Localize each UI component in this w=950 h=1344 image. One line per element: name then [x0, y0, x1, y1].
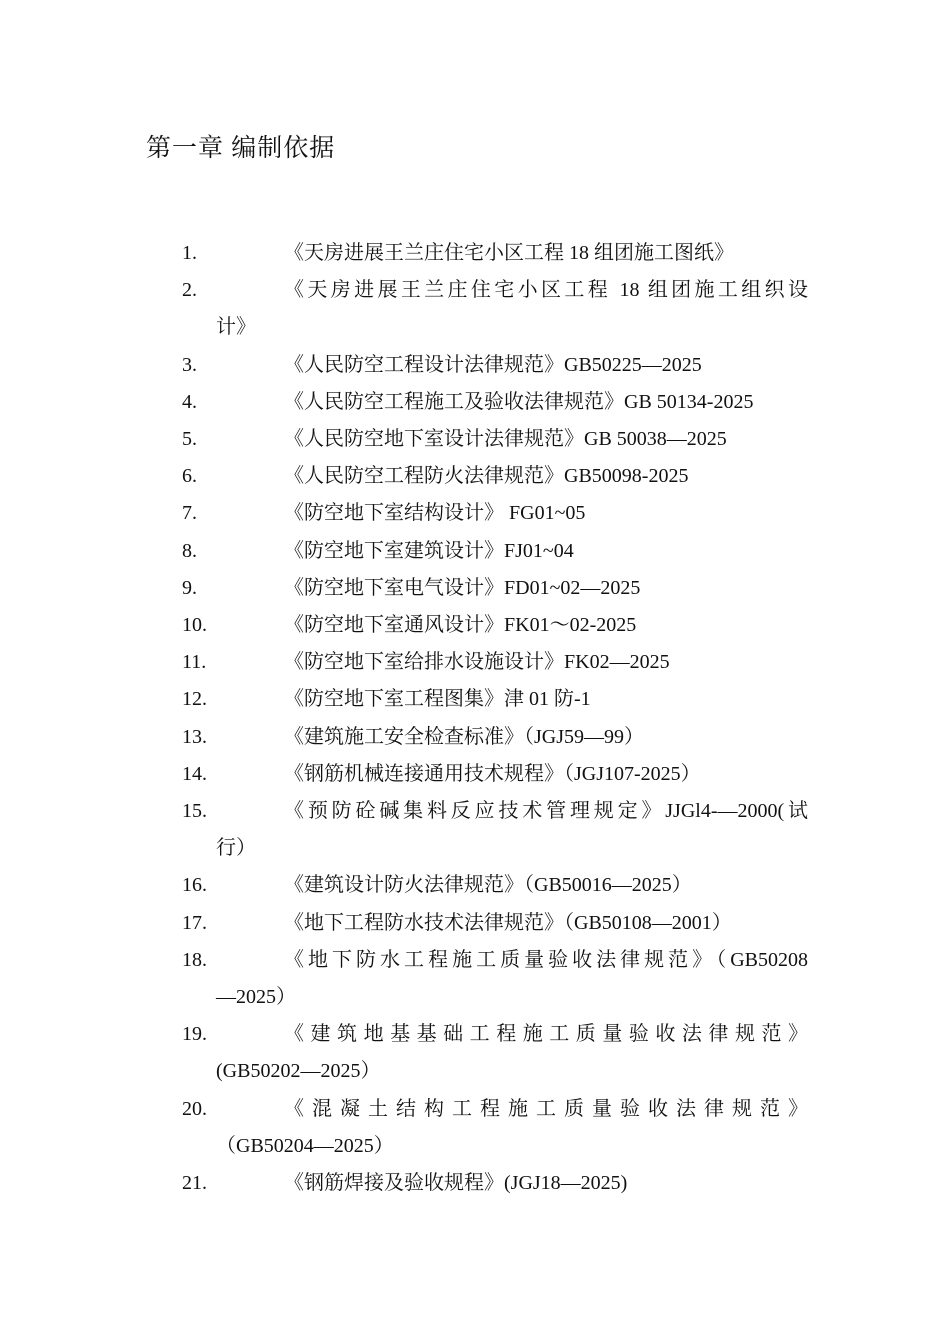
item-number: 1.	[182, 242, 197, 264]
item-number: 19.	[182, 1023, 207, 1046]
item-number: 14.	[182, 762, 207, 785]
item-number: 18.	[182, 948, 207, 971]
list-item	[182, 1091, 812, 1165]
item-text: 《建筑地基基础工程施工质量验收法律规范》	[284, 1023, 808, 1046]
item-text: 《人民防空工程施工及验收法律规范》GB 50134-2025	[284, 390, 754, 413]
item-text: 《天房进展王兰庄住宅小区工程 18 组团施工组织设	[284, 279, 808, 302]
list-item	[182, 235, 812, 272]
item-text: 《防空地下室工程图集》津 01 防-1	[284, 688, 591, 711]
item-text: 《建筑施工安全检查标准》（JGJ59—99）	[284, 725, 645, 748]
item-text-continuation: —2025）	[216, 986, 296, 1009]
item-number: 17.	[182, 911, 207, 934]
list-item	[182, 793, 812, 867]
item-text: 《地下工程防水技术法律规范》（GB50108—2001）	[284, 911, 732, 934]
item-text-continuation: （GB50204—2025）	[216, 1134, 394, 1157]
chapter-title: 第一章 编制依据	[146, 135, 336, 162]
list-item	[182, 905, 812, 942]
item-text: 《人民防空工程防火法律规范》GB50098-2025	[284, 465, 689, 488]
list-item	[182, 719, 812, 756]
list-item	[182, 681, 812, 718]
list-item	[182, 756, 812, 793]
list-item	[182, 533, 812, 570]
item-number: 13.	[182, 725, 207, 748]
list-item	[182, 942, 812, 1016]
item-number: 9.	[182, 576, 197, 599]
list-item	[182, 1016, 812, 1090]
list-item	[182, 867, 812, 904]
list-item	[182, 347, 812, 384]
item-text-continuation: 行）	[216, 837, 256, 860]
list-item	[182, 458, 812, 495]
item-text: 《防空地下室给排水设施设计》FK02—2025	[284, 651, 670, 674]
list-item	[182, 644, 812, 681]
item-text: 《防空地下室建筑设计》FJ01~04	[284, 539, 574, 562]
item-number: 2.	[182, 279, 197, 302]
item-number: 8.	[182, 539, 197, 562]
list-item	[182, 570, 812, 607]
item-text-continuation: 计》	[216, 316, 256, 339]
list-item	[182, 1165, 812, 1202]
item-number: 11.	[182, 651, 207, 674]
item-text: 《防空地下室结构设计》 FG01~05	[284, 502, 586, 525]
item-text: 《地下防水工程施工质量验收法律规范》（GB50208	[284, 948, 808, 971]
item-text: 《建筑设计防火法律规范》（GB50016—2025）	[284, 874, 692, 897]
item-number: 10.	[182, 614, 207, 637]
item-number: 3.	[182, 353, 197, 376]
item-text: 《防空地下室电气设计》FD01~02—2025	[284, 576, 641, 599]
item-text: 《人民防空工程设计法律规范》GB50225—2025	[284, 353, 702, 376]
list-item	[182, 495, 812, 532]
item-text: 《钢筋机械连接通用技术规程》（JGJ107-2025）	[284, 762, 701, 785]
item-text: 《混凝土结构工程施工质量验收法律规范》	[284, 1097, 808, 1120]
list-item	[182, 607, 812, 644]
list-item	[182, 272, 812, 346]
item-number: 12.	[182, 688, 207, 711]
item-text: 《天房进展王兰庄住宅小区工程 18 组团施工图纸》	[284, 242, 734, 264]
item-number: 4.	[182, 390, 197, 413]
item-text: 《人民防空地下室设计法律规范》GB 50038—2025	[284, 428, 727, 451]
item-text-continuation: (GB50202—2025）	[216, 1060, 381, 1083]
list-item	[182, 421, 812, 458]
item-number: 5.	[182, 428, 197, 451]
item-text: 《钢筋焊接及验收规程》(JGJ18—2025)	[284, 1172, 628, 1195]
item-number: 20.	[182, 1097, 207, 1120]
item-number: 16.	[182, 874, 207, 897]
item-text: 《预防砼碱集料反应技术管理规定》JJGl4-—2000(试	[284, 800, 808, 823]
item-number: 21.	[182, 1172, 207, 1195]
item-number: 6.	[182, 465, 197, 488]
item-number: 7.	[182, 502, 197, 525]
reference-list	[182, 235, 812, 1202]
list-item	[182, 384, 812, 421]
item-text: 《防空地下室通风设计》FK01～02-2025	[284, 614, 637, 637]
item-number: 15.	[182, 800, 207, 823]
